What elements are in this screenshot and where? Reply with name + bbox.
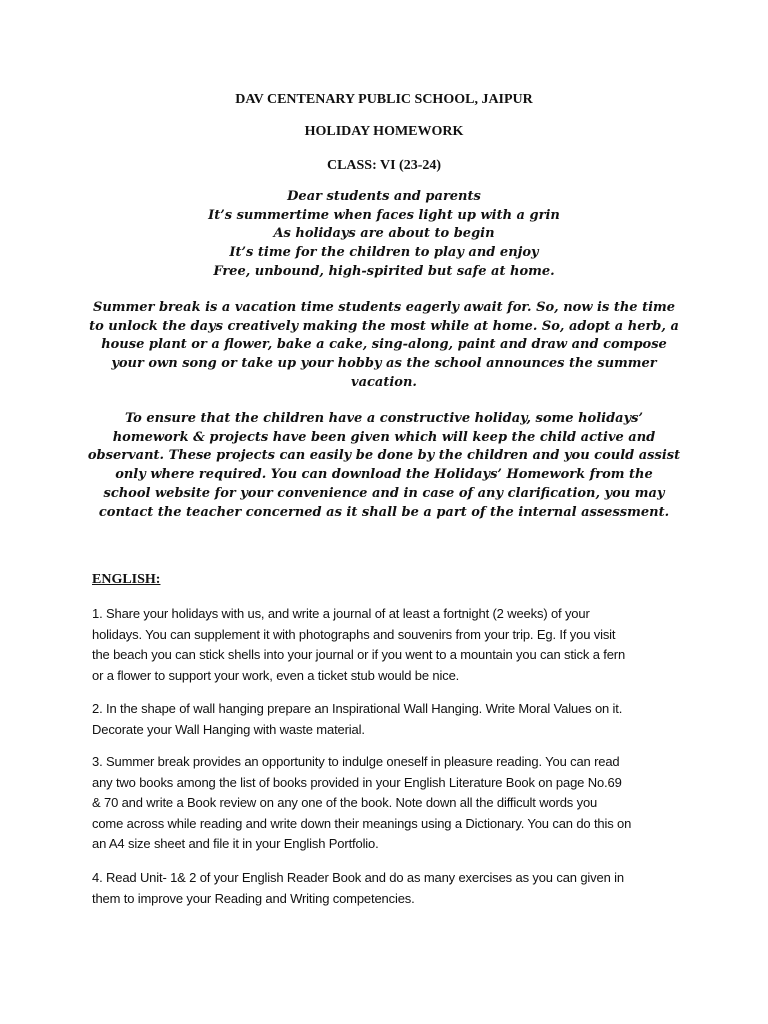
paragraph-line: homework & projects have been given which will keep the child active and (112, 429, 656, 445)
greeting-poem (0, 188, 768, 282)
paragraph-line: Summer break is a vacation time students eagerly await for. So, now is the time (92, 300, 676, 315)
task-line: holidays. You can supplement it with photographs and souvenirs from your trip. Eg. If you visit (92, 626, 616, 642)
task-line: or a flower to support your work, even a ticket stub would be nice. (92, 667, 460, 683)
document-title: HOLIDAY HOMEWORK (304, 124, 464, 139)
task-line: any two books among the list of books provided in your English Literature Book on page No.69 (92, 774, 622, 790)
task-line: 4. Read Unit- 1& 2 of your English Reader Book and do as many exercises as you can given in (92, 870, 624, 885)
task-line: them to improve your Reading and Writing competencies. (92, 890, 415, 906)
poem-line: As holidays are about to begin (273, 226, 495, 242)
paragraph-line: school website for your convenience and in case of any clarification, you may (103, 485, 665, 501)
task-line: an A4 size sheet and file it in your English Portfolio. (92, 836, 379, 851)
english-task-3 (92, 752, 692, 855)
english-heading: ENGLISH: (92, 572, 161, 587)
paragraph-line: To ensure that the children have a constructive holiday, some holidays’ (125, 411, 643, 426)
paragraph-line: contact the teacher concerned as it shall be a part of the internal assessment. (98, 504, 670, 520)
paragraph-line: to unlock the days creatively making the most while at home. So, adopt a herb, a (89, 318, 679, 334)
english-task-4 (92, 868, 692, 909)
paragraph-line: observant. These projects can easily be done by the children and you could assist (87, 448, 681, 464)
intro-paragraph-homework (84, 410, 684, 522)
poem-line: Free, unbound, high-spirited but safe at home. (213, 263, 555, 279)
english-task-1 (92, 604, 692, 686)
class-label: CLASS: VI (23-24) (326, 158, 442, 173)
task-line: come across while reading and write down their meanings using a Dictionary. You can do this on (92, 815, 632, 831)
poem-line: It’s summertime when faces light up with a grin (208, 207, 560, 223)
task-line: & 70 and write a Book review on any one of the book. Note down all the difficult words you (92, 795, 598, 810)
school-name: DAV CENTENARY PUBLIC SCHOOL, JAIPUR (235, 92, 533, 107)
task-line: Decorate your Wall Hanging with waste material. (92, 721, 365, 737)
task-line: 1. Share your holidays with us, and write a journal of at least a fortnight (2 weeks) of your (92, 606, 590, 621)
intro-paragraph-summer-break (84, 299, 684, 393)
paragraph-line: vacation. (351, 374, 417, 390)
task-line: 3. Summer break provides an opportunity to indulge oneself in pleasure reading. You can read (92, 754, 620, 769)
english-task-2 (92, 699, 692, 740)
task-line: the beach you can stick shells into your journal or if you went to a mountain you can stick a fern (92, 647, 626, 662)
poem-line: It’s time for the children to play and enjoy (229, 245, 539, 261)
paragraph-line: your own song or take up your hobby as the school announces the summer (111, 356, 657, 372)
poem-line: Dear students and parents (287, 189, 481, 204)
paragraph-line: house plant or a flower, bake a cake, sing-along, paint and draw and compose (101, 337, 667, 353)
paragraph-line: only where required. You can download the Holidays’ Homework from the (115, 467, 653, 483)
task-line: 2. In the shape of wall hanging prepare an Inspirational Wall Hanging. Write Moral Values on it. (92, 701, 623, 716)
